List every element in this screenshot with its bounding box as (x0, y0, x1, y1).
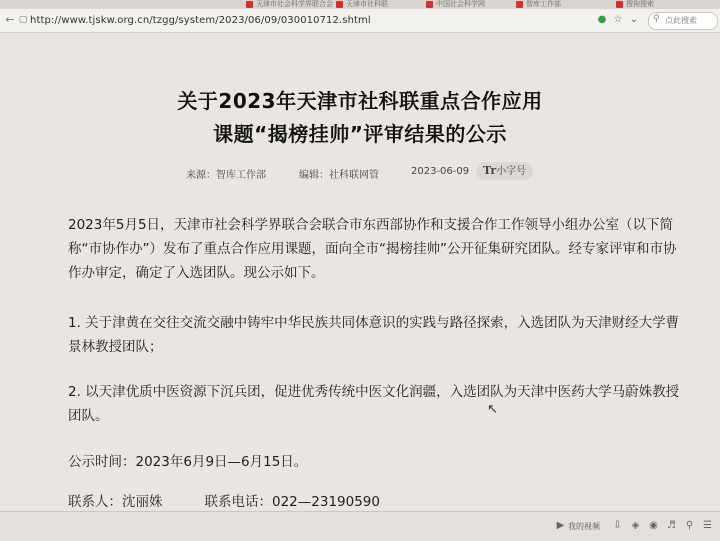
tab-label: 天津市社会科学界联合会 (256, 0, 333, 8)
browser-tab-strip (0, 0, 720, 9)
browser-tab[interactable] (245, 0, 333, 9)
tab-favicon-icon (426, 1, 433, 8)
article-date: 2023-06-09 (411, 166, 470, 177)
browser-tab[interactable] (515, 0, 561, 9)
notice-time: 公示时间：2023年6月9日—6月15日。 (68, 454, 308, 470)
tab-label: 天津市社科联 (346, 0, 388, 8)
intro-paragraph (68, 213, 688, 285)
back-arrow-icon[interactable]: ← (5, 13, 15, 26)
tab-label: 中国社会科学网 (436, 0, 485, 8)
browser-tab[interactable] (335, 0, 388, 9)
address-bar (0, 9, 720, 33)
page-title-line1: 关于2023年天津市社科联重点合作应用 (177, 89, 543, 113)
search-icon: ⚲ (653, 14, 660, 24)
item-2-paragraph: 2. 以天津优质中医资源下沉兵团，促进优秀传统中医文化润疆，入选团队为天津中医药大学马蔚姝教授团队。 (68, 384, 680, 424)
browser-tab[interactable] (615, 0, 654, 9)
page-content (0, 33, 720, 511)
search-box[interactable] (648, 12, 718, 30)
item-1-paragraph: 1. 关于津黄在交往交流交融中铸牢中华民族共同体意识的实践与路径探索，入选团队为天津财经大学曹景林教授团队； (68, 315, 680, 355)
article-editor: 编辑：社科联网管 (299, 170, 379, 181)
tab-label: 搜狗搜索 (626, 0, 654, 8)
font-size-label: 小字号 (496, 166, 527, 177)
url-field[interactable]: http://www.tjskw.org.cn/tzgg/system/2023/06/09/030010712.shtml (30, 15, 371, 26)
shield-icon[interactable]: ◈ (631, 520, 640, 531)
article-source: 来源：智库工作部 (186, 170, 266, 181)
browser-tab[interactable] (425, 0, 485, 9)
security-shield-icon[interactable]: ● (597, 14, 607, 25)
download-icon[interactable]: ⇩ (613, 520, 622, 531)
tab-label: 智库工作部 (526, 0, 561, 8)
zoom-icon[interactable]: ⚲ (685, 520, 694, 531)
intro-paragraph-text: 2023年5月5日，天津市社会科学界联合会联合市东西部协作和支援合作工作领导小组办公室（以下简称“市协作办”）发布了重点合作应用课题，面向全市“揭榜挂帅”公开征集研究团队。经专家评审和市协作办审定，确定了入选团队。现公示如下。 (68, 217, 677, 281)
tab-favicon-icon (616, 1, 623, 8)
video-icon[interactable]: ▶ (556, 520, 565, 531)
font-size-icon: Tr (483, 164, 497, 177)
speaker-icon[interactable]: ♬ (667, 520, 676, 531)
tab-favicon-icon (336, 1, 343, 8)
status-bar (0, 511, 720, 541)
tab-favicon-icon (516, 1, 523, 8)
mouse-cursor-icon: ↖ (487, 402, 498, 417)
tab-favicon-icon (246, 1, 253, 8)
bookmark-star-icon[interactable]: ☆ (613, 14, 623, 25)
page-title-line2: 课题“揭榜挂帅”评审结果的公示 (213, 122, 507, 146)
menu-icon[interactable]: ☰ (703, 520, 712, 531)
my-video-label[interactable]: 我的视频 (568, 522, 600, 531)
contact-person: 联系人：沈丽姝 (68, 494, 163, 510)
font-size-toggle-button[interactable] (476, 162, 533, 180)
page-icon: ▢ (18, 15, 28, 25)
contact-phone: 联系电话：022—23190590 (204, 494, 380, 510)
dropdown-chevron-icon[interactable]: ⌄ (629, 14, 639, 25)
earth-icon[interactable]: ◉ (649, 520, 658, 531)
search-placeholder: 点此搜索 (665, 16, 697, 25)
